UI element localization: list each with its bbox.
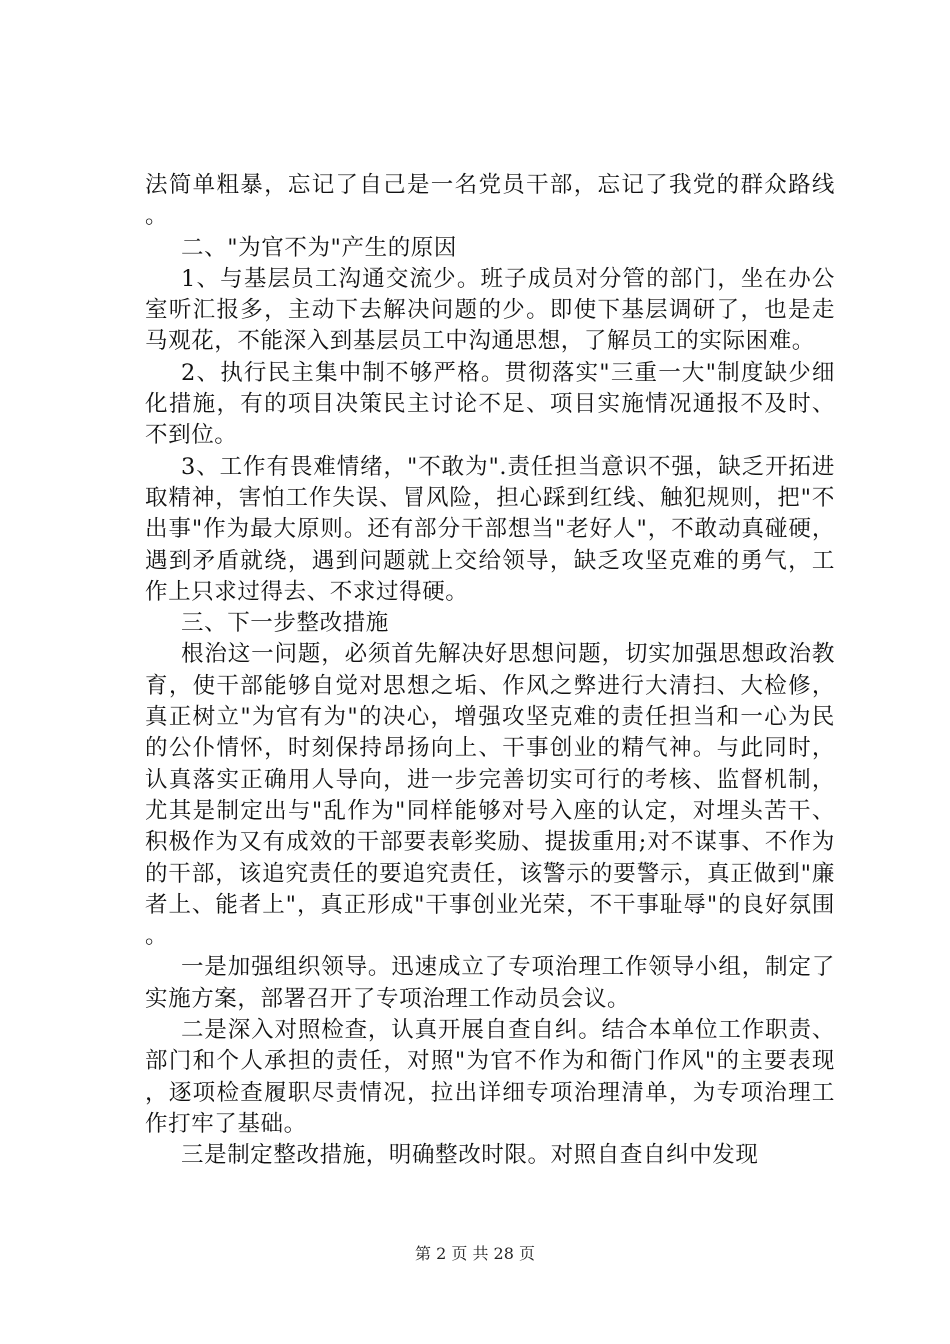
paragraph-cause-2: 2、执行民主集中制不够严格。贯彻落实"三重一大"制度缺少细化措施，有的项目决策民主讨论不足、项目实施情况通报不及时、不到位。: [145, 359, 835, 449]
paragraph-measures-intro: 根治这一问题，必须首先解决好思想问题，切实加强思想政治教育，使干部能够自觉对思想之垢、作风之弊进行大清扫、大检修，真正树立"为官有为"的决心，增强攻坚克难的责任担当和一心为民的公仆情怀，时刻保持昂扬向上、干事创业的精气神。与此同时，认真落实正确用人导向，进一步完善切实可行的考核、监督机制，尤其是制定出与"乱作为"同样能够对号入座的认定，对埋头苦干、积极作为又有成效的干部要表彰奖励、提拔重用;对不谋事、不作为的干部，该追究责任的要追究责任，该警示的要警示，真正做到"廉者上、能者上"，真正形成"干事创业光荣，不干事耻辱"的良好氛围。: [145, 641, 835, 950]
paragraph-continuation: 法简单粗暴，忘记了自己是一名党员干部，忘记了我党的群众路线。: [145, 172, 835, 230]
paragraph-cause-3: 3、工作有畏难情绪，"不敢为".责任担当意识不强，缺乏开拓进取精神，害怕工作失误、冒风险，担心踩到红线、触犯规则，把"不出事"作为最大原则。还有部分干部想当"老好人"，不敢动真碰硬，遇到矛盾就绕，遇到问题就上交给领导，缺乏攻坚克难的勇气，工作上只求过得去、不求过得硬。: [145, 453, 835, 605]
paragraph-measure-1: 一是加强组织领导。迅速成立了专项治理工作领导小组，制定了实施方案，部署召开了专项治理工作动员会议。: [145, 954, 835, 1012]
section-heading-measures: 三、下一步整改措施: [181, 610, 389, 637]
page-number-footer: 第 2 页 共 28 页: [415, 1244, 535, 1263]
paragraph-cause-1: 1、与基层员工沟通交流少。班子成员对分管的部门，坐在办公室听汇报多，主动下去解决问题的少。即使下基层调研了，也是走马观花，不能深入到基层员工中沟通思想，了解员工的实际困难。: [145, 265, 835, 355]
paragraph-measure-2: 二是深入对照检查，认真开展自查自纠。结合本单位工作职责、部门和个人承担的责任，对照"为官不作为和衙门作风"的主要表现，逐项检查履职尽责情况，拉出详细专项治理清单，为专项治理工作打牢了基础。: [145, 1017, 835, 1137]
paragraph-measure-3: 三是制定整改措施，明确整改时限。对照自查自纠中发现: [181, 1142, 759, 1169]
document-body: [145, 170, 835, 1172]
section-heading-causes: 二、"为官不为"产生的原因: [181, 234, 457, 261]
